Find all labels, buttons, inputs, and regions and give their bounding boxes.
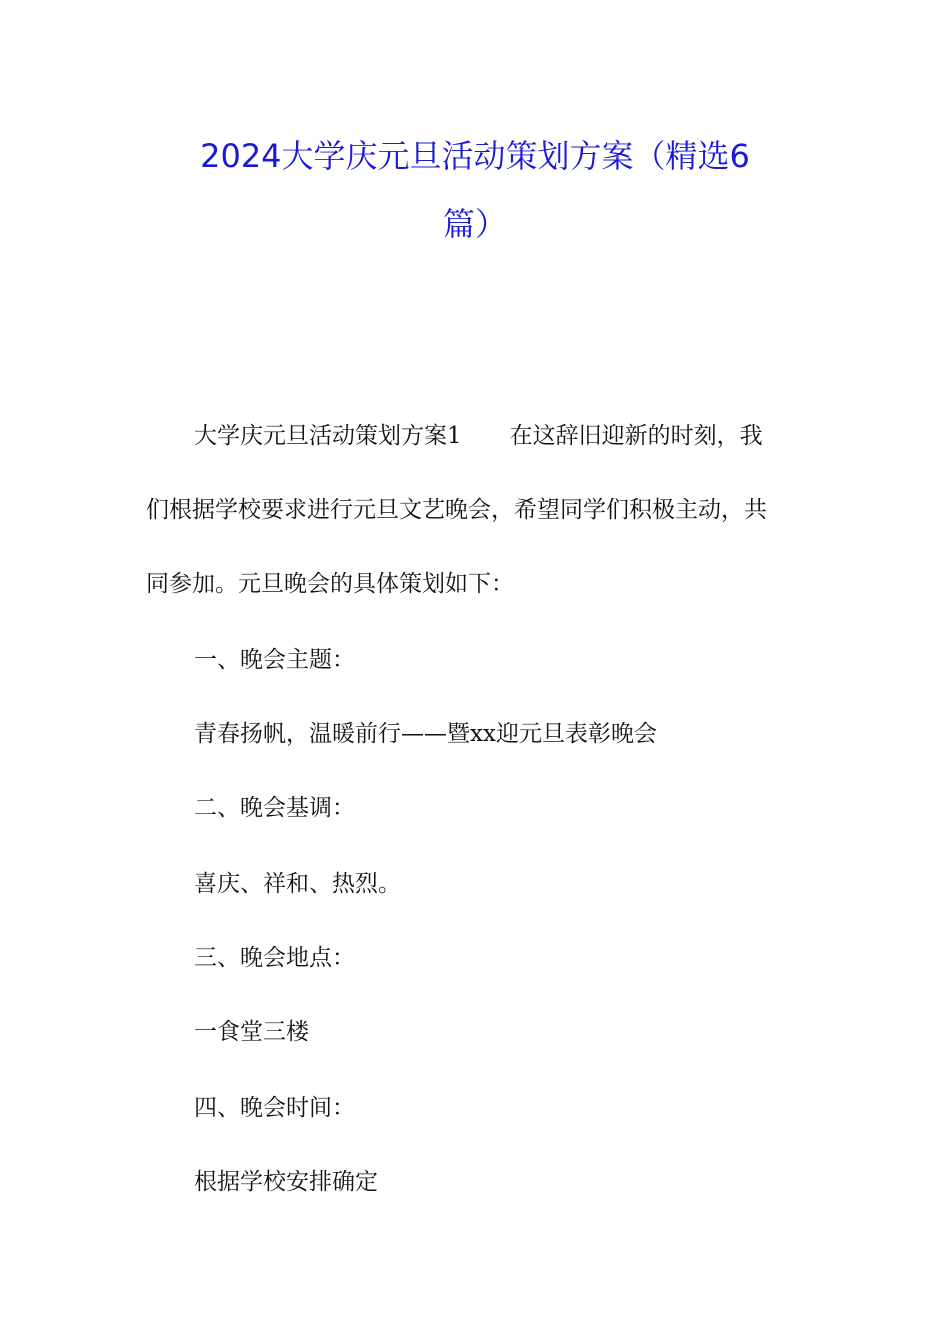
intro-text-line-2: 们根据学校要求进行元旦文艺晚会，希望同学们积极主动，共 xyxy=(146,497,767,523)
document-title-line-2: 篇） xyxy=(442,205,507,243)
item-content-tone: 喜庆、祥和、热烈。 xyxy=(194,871,401,897)
item-content-time: 根据学校安排确定 xyxy=(194,1169,378,1195)
intro-first-line xyxy=(194,420,763,452)
item-heading-theme: 一、晚会主题： xyxy=(194,647,355,673)
item-content-venue: 一食堂三楼 xyxy=(194,1019,309,1045)
item-heading-venue: 三、晚会地点： xyxy=(194,945,355,971)
item-content-theme: 青春扬帆，温暖前行——暨xx迎元旦表彰晚会 xyxy=(194,721,657,747)
intro-text-part-1: 在这辞旧迎新的时刻，我 xyxy=(509,423,763,449)
document-title-line-1: 2024大学庆元旦活动策划方案（精选6 xyxy=(200,137,750,175)
intro-text-line-3: 同参加。元旦晚会的具体策划如下： xyxy=(146,571,514,597)
item-heading-time: 四、晚会时间： xyxy=(194,1095,355,1121)
section-heading: 大学庆元旦活动策划方案1 xyxy=(194,423,462,449)
item-heading-tone: 二、晚会基调： xyxy=(194,795,355,821)
